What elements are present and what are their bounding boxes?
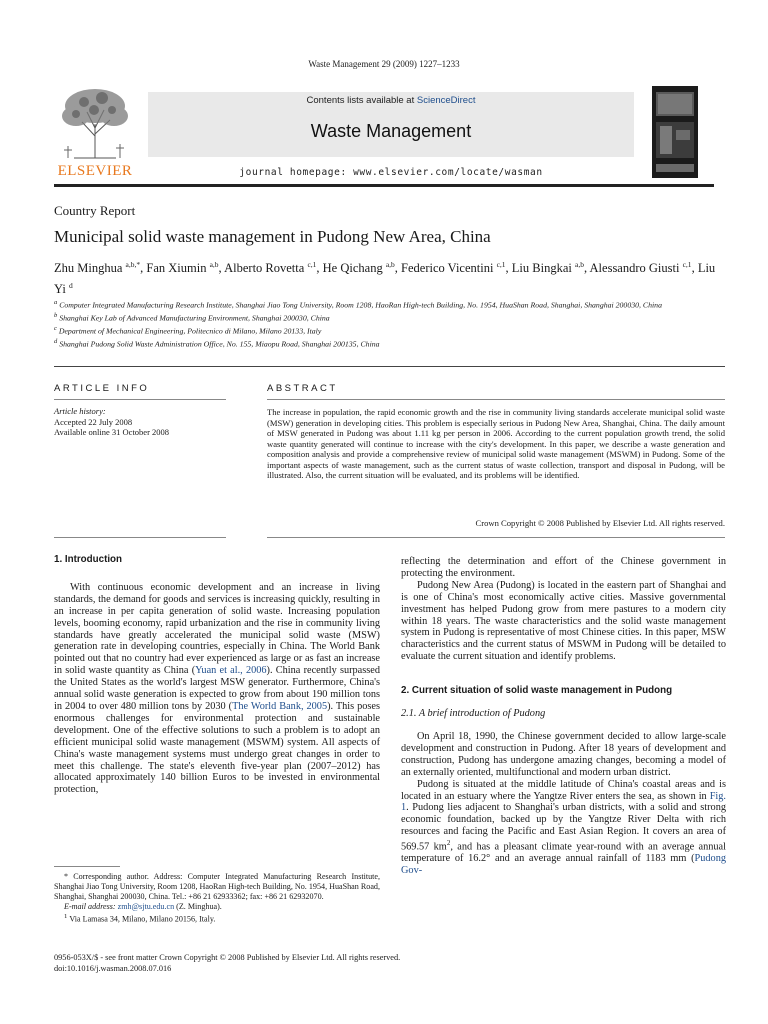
tree-icon [54,84,136,162]
section-heading: 1. Introduction [54,554,123,565]
author-sup: c,1 [307,260,317,269]
author-sup: c,1 [682,260,692,269]
divider [267,537,725,538]
author-name[interactable]: Federico Vicentini [401,261,494,276]
online-date: Available online 31 October 2008 [54,427,170,437]
subsection-heading: 2.1. A brief introduction of Pudong [401,708,546,720]
contents-prefix: Contents lists available at [306,95,415,106]
footnote: E-mail address: zmh@sjtu.edu.cn (Z. Minghua). [64,902,222,911]
affiliation-item: $^d$ Shanghai Pudong Solid Waste Administration Office, No. 155, Miaopu Road, Shanghai 200135, China [54,338,380,349]
article-type: Country Report [54,203,136,218]
history-label: Article history: [54,406,106,416]
citation-link[interactable]: Yuan et al., 2006 [195,665,267,677]
cover-art-icon [652,86,698,178]
abstract-copyright: Crown Copyright © 2008 Published by Elsevier Ltd. All rights reserved. [475,518,725,528]
article-title: Municipal solid waste management in Pudong New Area, China [54,227,491,246]
author-sup: d [68,281,73,291]
author-name[interactable]: Zhu Minghua [54,261,123,276]
issn-line: 0956-053X/$ - see front matter Crown Copyright © 2008 Published by Elsevier Ltd. All rights reserved. [54,953,401,962]
citation-link[interactable]: Pudong Gov- [401,853,726,877]
accepted-date: Accepted 22 July 2008 [54,416,133,427]
affiliation-list [54,298,714,350]
author-list: Zhu Minghua $^{a,b,*}$, Fan Xiumin $^{a,b}$, Alberto Rovetta $^{c,1}$, He Qichang $^{a,b}$, Federico Vicentini $^{c,1}$, Liu Bingkai $^{a,b}$, Alessandro Giusti $^{c,1}$, Liu Yi $^d$ [54,260,716,297]
paragraph: Pudong New Area (Pudong) is located in the eastern part of Shanghai and is one of China's most economically active cities. Massive governmental investment has helped Pudong grow from mere pastures to a modern city within 18 years. The waste characteristics and the solid waste management system in Pudong is representative of most Chinese cities. In this paper, MSW characteristics and the current status of MSWM in Pudong will be detailed to evaluate the current situation and identify problems. [401,579,726,663]
author-name[interactable]: Liu Bingkai [511,261,572,276]
affiliation-item: $^b$ Shanghai Key Lab of Advanced Manufacturing Environment, Shanghai 200030, China [54,312,330,323]
article-history [54,406,234,438]
divider [267,399,725,400]
journal-homepage[interactable]: journal homepage: www.elsevier.com/locate/wasman [239,167,543,178]
paragraph: reflecting the determination and effort of the Chinese government in protecting the environment. [401,556,726,579]
footnotes [54,872,380,925]
header-rule [54,184,714,187]
journal-cover-thumbnail[interactable] [652,86,698,178]
author-sup: a,b,* [125,260,141,269]
paragraph: On April 18, 1990, the Chinese government decided to allow large-scale development and construction in Pudong. After 18 years of development and construction, Pudong has undergone amazing changes, becoming a model of an externally oriented, multifunctional and modern urban district. [401,730,726,778]
affiliation-item: $^a$ Computer Integrated Manufacturing Research Institute, Shanghai Jiao Tong University, Room 1208, HaoRan High-tech Building, No. 1954, HuaShan Road, Shanghai, Shanghai 200030, China [54,299,662,310]
author-sup: c,1 [496,260,506,269]
citation-link[interactable]: The World Bank, 2005 [232,700,328,712]
article-info-heading: ARTICLE INFO [54,383,150,394]
section-heading: 2. Current situation of solid waste management in Pudong [401,685,673,697]
footnote: * Corresponding author. Address: Computer Integrated Manufacturing Research Institute, Shanghai Jiao Tong University, Room 1208, HaoRan High-tech Building, No. 1954, HuaShan Road, Shanghai, Shanghai 200030, China. Tel.: +86 21 62933362; fax: +86 21 62932070. [54,872,380,901]
right-column [401,556,726,877]
author-name[interactable]: Alberto Rovetta [224,261,305,276]
divider [54,537,226,538]
footnote-rule [54,866,120,867]
elsevier-wordmark: ELSEVIER [57,163,133,179]
divider [54,399,226,400]
figure-link[interactable]: Fig. 1 [401,790,726,814]
author-name[interactable]: Fan Xiumin [146,261,207,276]
abstract-text: The increase in population, the rapid economic growth and the rise in community living standards accelerate municipal solid waste (MSW) generation in developing cities. This problem is especially serious in Pudong New Area, Shanghai, China. The daily amount of MSW generated in Pudong was about 1.11 kg per person in 2006. According to the current population growth trend, the solid waste quantity generated will continue to increase with the city's development. In this paper, we describe a waste generation and composition analysis and provide a comprehensive review of municipal solid waste management (MSWM) in Pudong. Some of the important aspects of waste management, such as the current status of waste collection, transport and disposal in Pudong, will be illustrated. Also, the current situation will be evaluated, and its problems will be identified. [267,407,725,480]
journal-citation: Waste Management 29 (2009) 1227–1233 [308,59,460,69]
author-sup: a,b [385,260,395,269]
footnote: $^1$ Via Lamasa 34, Milano, Milano 20156, Italy. [64,913,216,924]
paragraph: With continuous economic development and an increase in living standards, the demand for goods and services is increasing quickly, resulting in an increase in per capita generation of solid waste. Increasing population levels, booming economy, rapid urbanization and the rise in community living standards have greatly accelerated the municipal solid waste (MSW) generation rate in developing countries, especially in China. The World Bank pointed out that no country had ever experienced as large or as fast an increase in solid waste quantity as China (Yuan et al., 2006). China recently surpassed the United States as the world's largest MSW generator. Furthermore, China's annual solid waste generation is expected to grow from about 190 million tons in 2004 to over 480 million tons by 2030 (The World Bank, 2005). This poses enormous challenges for environmental protection and sustainable development. One of the effective solutions to such a problem is to adopt an efficient municipal solid waste management (MSWM) system. All aspects of China's waste management systems must undergo great changes in order to meet this challenge. The state's eleventh five-year plan (2007–2012) has allocated approximately 140 billion Euros to be invested in environmental protection, [54,581,380,796]
author-name[interactable]: He Qichang [322,261,383,276]
left-column [54,554,380,796]
author-name[interactable]: Liu Yi [54,261,716,297]
abstract-heading: ABSTRACT [267,383,338,394]
author-name[interactable]: Alessandro Giusti [589,261,680,276]
email-link[interactable]: zmh@sjtu.edu.cn [117,902,175,911]
author-sup: a,b [209,260,219,269]
doi-line[interactable]: doi:10.1016/j.wasman.2008.07.016 [54,964,172,973]
author-sup: a,b [575,260,584,269]
contents-line [148,95,634,106]
front-matter-info [54,952,400,974]
affiliation-item: $^c$ Department of Mechanical Engineering, Politecnico di Milano, Milano 20133, Italy [54,325,322,336]
journal-title[interactable]: Waste Management [310,121,472,141]
paragraph: Pudong is situated at the middle latitude of China's coastal areas and is located in an estuary where the Yangtze River enters the sea, as shown in Fig. 1. Pudong lies adjacent to Shanghai's urban districts, with a solid and strong economic foundation, backed up by the Yangtze River Delta with rich resources and facing the Pacific and East Asian Region. It covers an area of 569.57 $km^2$, and has a pleasant climate year-round with an average annual temperature of 16.2° and an average annual rainfall of 1183 mm (Pudong Gov- [401,778,726,877]
sciencedirect-link[interactable]: ScienceDirect [416,95,476,106]
elsevier-tree-logo[interactable] [54,84,136,180]
divider [54,366,725,367]
